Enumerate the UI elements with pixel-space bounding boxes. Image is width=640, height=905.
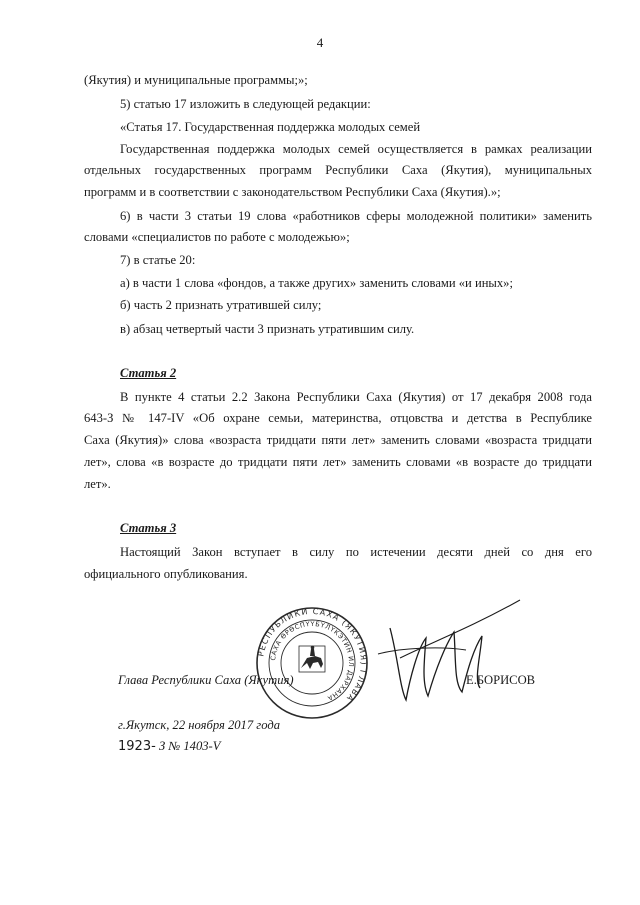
body-line-4: Государственная поддержка молодых семей осуществляется в рамках реализации	[120, 142, 592, 156]
body-line-3: «Статья 17. Государственная поддержка молодых семей	[120, 120, 421, 134]
body-line-5: отдельных государственных программ Республики Саха (Якутия), муниципальных	[84, 163, 592, 177]
law-number-prefix: 1923-	[118, 739, 156, 754]
body-line-6: программ и в соответствии с законодательством Республики Саха (Якутия).»;	[84, 185, 501, 199]
article-3-line-2: официального опубликования.	[84, 567, 248, 581]
law-number	[118, 739, 220, 754]
article-3-heading: Статья 3	[120, 521, 177, 535]
svg-text:РЕСПУБЛИКИ САХА (ЯКУТИЯ) ГЛАВА: РЕСПУБЛИКИ САХА (ЯКУТИЯ) ГЛАВА	[256, 606, 369, 704]
article-2-heading: Статья 2	[120, 366, 177, 380]
place-date: г.Якутск, 22 ноября 2017 года	[118, 718, 281, 732]
body-line-7: 6) в части 3 статьи 19 слова «работников сферы молодежной политики» заменить	[120, 209, 592, 223]
article-2-line-4: лет», слова «в возрасте до тридцати пяти лет» заменить словами «в возрасте до тридцати	[84, 455, 592, 469]
body-line-9: 7) в статье 20:	[120, 253, 196, 267]
law-number-value: З № 1403-V	[158, 739, 221, 753]
article-2-line-5: лет».	[84, 477, 111, 491]
body-line-8: словами «специалистов по работе с молодежью»;	[84, 230, 350, 244]
body-line-2: 5) статью 17 изложить в следующей редакции:	[120, 97, 371, 111]
body-line-10: а) в части 1 слова «фондов, а также других» заменить словами «и иных»;	[120, 276, 513, 290]
official-seal	[255, 606, 369, 720]
signatory-title: Глава Республики Саха (Якутия)	[118, 673, 294, 687]
page-number: 4	[316, 35, 324, 50]
signatory-name: Е.БОРИСОВ	[466, 673, 536, 687]
article-3-line-1: Настоящий Закон вступает в силу по истечении десяти дней со дня его	[120, 545, 592, 559]
article-2-line-2: 643-З № 147-IV «Об охране семьи, материнства, отцовства и детства в Республике	[84, 411, 592, 425]
body-line-1: (Якутия) и муниципальные программы;»;	[84, 73, 308, 87]
svg-text:САХА ӨРӨСПҮҮБҮЛҮКЭТИН ИЛ ДАРХА: САХА ӨРӨСПҮҮБҮЛҮКЭТИН ИЛ ДАРХАНА	[269, 619, 356, 703]
article-2-line-3: Саха (Якутия)» слова «возраста тридцати пяти лет» заменить словами «возраста тридцати	[84, 433, 592, 447]
body-line-11: б) часть 2 признать утратившей силу;	[120, 298, 322, 312]
body-line-12: в) абзац четвертый части 3 признать утратившим силу.	[120, 322, 415, 336]
article-2-line-1: В пункте 4 статьи 2.2 Закона Республики Саха (Якутия) от 17 декабря 2008 года	[120, 390, 592, 404]
handwritten-signature	[370, 588, 530, 708]
